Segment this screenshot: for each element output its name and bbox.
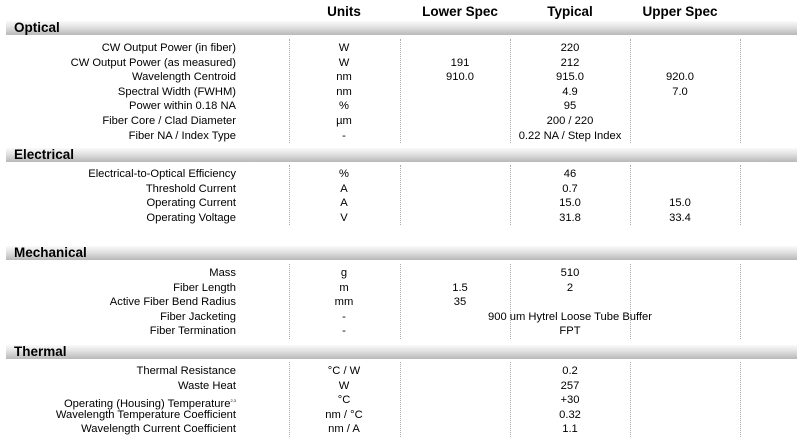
row-label-text: Operating Current	[146, 197, 236, 210]
table-row	[0, 196, 803, 211]
cell-units: µm	[336, 115, 352, 127]
row-label-text: Fiber Jacketing	[160, 310, 236, 323]
cell-units: -	[342, 310, 346, 323]
cell-units: °C / W	[327, 365, 361, 377]
table-row	[0, 129, 803, 144]
cell-lower: 35	[453, 296, 467, 309]
cell-typical: 46	[563, 168, 577, 180]
row-label	[0, 324, 236, 339]
table-row	[0, 295, 803, 310]
cell-typical: 1.1	[562, 423, 578, 436]
cell-lower: 191	[450, 56, 470, 69]
cell-units: -	[342, 325, 346, 338]
header-typical: Typical	[547, 4, 593, 19]
row-label	[0, 167, 236, 182]
cell-units: g	[340, 267, 348, 279]
cell-units: °C	[337, 394, 351, 407]
cell-typical: 915.0	[556, 71, 584, 84]
row-label-text: CW Output Power (as measured)	[70, 56, 236, 69]
section-title: Optical	[14, 20, 60, 35]
row-label-text: Fiber Core / Clad Diameter	[102, 115, 236, 127]
cell-typical: 200 / 220	[546, 115, 594, 127]
cell-upper: 33.4	[669, 211, 691, 224]
row-label-text: Spectral Width (FWHM)	[117, 85, 236, 98]
row-label-text: Wavelength Temperature Coefficient	[55, 408, 236, 421]
row-label	[0, 408, 236, 423]
row-label	[0, 266, 236, 281]
row-label-text: Electrical-to-Optical Efficiency	[88, 168, 236, 180]
cell-units: W	[338, 42, 350, 54]
table-row	[0, 324, 803, 339]
row-label	[0, 281, 236, 296]
row-label-text: Mass	[209, 267, 236, 279]
cell-typical: 212	[560, 56, 580, 69]
cell-typical: 31.8	[559, 211, 581, 224]
section-header	[6, 246, 797, 260]
row-label-text: Active Fiber Bend Radius	[109, 296, 236, 309]
row-label	[0, 422, 236, 437]
cell-units: mm	[334, 296, 354, 309]
table-row	[0, 182, 803, 197]
row-label-text: Wavelength Current Coefficient	[81, 423, 236, 436]
header-lower-spec: Lower Spec	[422, 4, 498, 19]
cell-units: A	[340, 197, 348, 210]
row-label	[0, 99, 236, 114]
cell-units: nm	[336, 85, 352, 98]
table-row	[0, 379, 803, 394]
row-label	[0, 70, 236, 85]
header-units: Units	[327, 4, 361, 19]
cell-units: nm	[336, 71, 352, 84]
table-row	[0, 364, 803, 379]
cell-typical: FPT	[559, 325, 581, 338]
row-label-text: Fiber Termination	[149, 325, 236, 338]
table-row	[0, 393, 803, 411]
section-title: Thermal	[14, 344, 67, 359]
cell-typical: 220	[560, 42, 580, 54]
row-label-text: Operating (Housing) Temperature	[63, 398, 231, 411]
table-row	[0, 114, 803, 129]
cell-units: W	[338, 56, 350, 69]
row-label	[0, 310, 236, 325]
row-label-text: Fiber Length	[173, 281, 236, 294]
section-title: Electrical	[14, 147, 75, 162]
cell-units: m	[339, 281, 349, 294]
cell-typical: 95	[563, 100, 577, 113]
cell-lower: 910.0	[446, 71, 474, 84]
cell-units: W	[338, 379, 350, 392]
cell-typical: 2	[566, 281, 574, 294]
cell-units: V	[340, 211, 348, 224]
cell-typical: 0.7	[562, 182, 578, 195]
row-label	[0, 295, 236, 310]
section-header	[6, 21, 797, 35]
cell-lower: 1.5	[452, 281, 468, 294]
table-row	[0, 310, 803, 325]
footnote-marker: 2,3	[230, 398, 236, 404]
row-label	[0, 85, 236, 100]
row-label-text: Waste Heat	[177, 379, 236, 392]
cell-units: A	[340, 182, 348, 195]
cell-units: %	[339, 168, 349, 180]
row-label	[0, 41, 236, 56]
row-label-text: Fiber NA / Index Type	[128, 129, 236, 142]
row-label-text: Power within 0.18 NA	[129, 100, 236, 113]
cell-upper: 15.0	[669, 197, 691, 210]
row-label	[0, 364, 236, 379]
row-label-text: Threshold Current	[145, 182, 236, 195]
table-row	[0, 408, 803, 423]
cell-typical: 257	[560, 379, 580, 392]
table-row	[0, 266, 803, 281]
table-row	[0, 56, 803, 71]
row-label	[0, 56, 236, 71]
row-label	[0, 379, 236, 394]
cell-typical: 0.2	[562, 365, 578, 377]
table-row	[0, 99, 803, 114]
row-label	[0, 114, 236, 129]
row-label	[0, 182, 236, 197]
cell-typical: 4.9	[562, 85, 578, 98]
cell-typical: +30	[560, 394, 580, 407]
table-row	[0, 167, 803, 182]
table-row	[0, 422, 803, 437]
row-label-text: Thermal Resistance	[136, 365, 236, 377]
row-label-text: CW Output Power (in fiber)	[101, 42, 236, 54]
table-row	[0, 211, 803, 226]
cell-typical: 510	[560, 267, 580, 279]
row-label	[0, 196, 236, 211]
table-row	[0, 281, 803, 296]
section-header	[6, 148, 797, 162]
header-upper-spec: Upper Spec	[642, 4, 718, 19]
row-label-text: Wavelength Centroid	[131, 71, 236, 84]
cell-typical: 0.32	[559, 408, 581, 421]
cell-units: nm / °C	[325, 408, 363, 421]
cell-upper: 7.0	[672, 85, 688, 98]
table-row	[0, 85, 803, 100]
table-row	[0, 41, 803, 56]
row-label	[0, 129, 236, 144]
table-row	[0, 70, 803, 85]
cell-spanning-value: 900 um Hytrel Loose Tube Buffer	[488, 310, 652, 323]
cell-units: -	[342, 129, 346, 142]
row-label	[0, 211, 236, 226]
cell-typical: 15.0	[559, 197, 581, 210]
row-label-text: Operating Voltage	[146, 211, 236, 224]
cell-typical: 0.22 NA / Step Index	[518, 129, 622, 142]
section-header	[6, 345, 797, 359]
cell-units: %	[339, 100, 349, 113]
cell-units: nm / A	[328, 423, 360, 436]
section-title: Mechanical	[14, 245, 87, 260]
cell-upper: 920.0	[666, 71, 694, 84]
